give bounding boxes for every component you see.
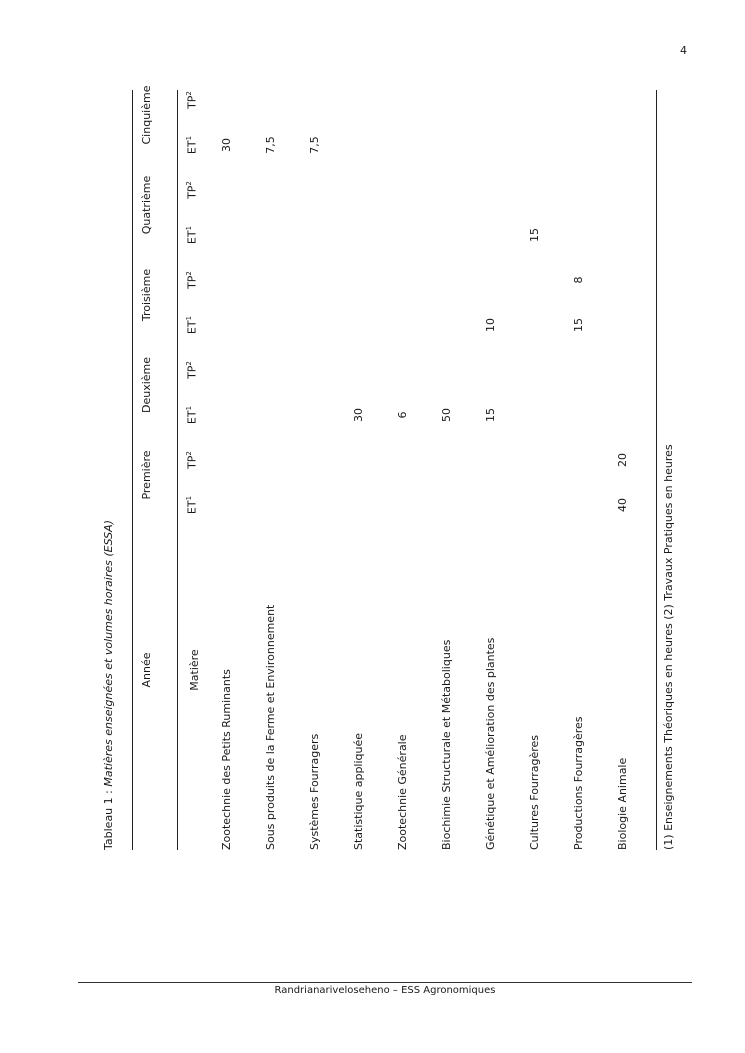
header-sub-et: $ET^1$ <box>185 225 199 245</box>
caption-prefix: Tableau 1 : <box>102 790 115 850</box>
header-year: Première <box>140 450 153 500</box>
table-caption <box>102 90 116 850</box>
header-matiere: Matière <box>188 649 201 691</box>
page-footer: Randrianariveloseheno – ESS Agronomiques <box>274 985 496 996</box>
header-sub-tp: $TP^2$ <box>185 181 199 199</box>
row-value: 50 <box>440 408 453 422</box>
header-sub-tp: $TP^2$ <box>185 451 199 469</box>
page-number: 4 <box>680 44 687 57</box>
row-value: 6 <box>396 411 409 419</box>
row-value: 10 <box>484 318 497 332</box>
row-value: 15 <box>484 408 497 422</box>
header-year: Deuxième <box>140 356 153 414</box>
header-sub-tp: $TP^2$ <box>185 271 199 289</box>
table-bottom-rule <box>656 90 657 850</box>
row-subject: Sous produits de la Ferme et Environnement <box>264 604 277 850</box>
footer-rule <box>78 982 692 983</box>
header-sub-et: $ET^1$ <box>185 135 199 155</box>
row-value: 20 <box>616 453 629 467</box>
header-year: Quatrième <box>140 175 153 235</box>
header-sub-tp: $TP^2$ <box>185 361 199 379</box>
header-annee: Année <box>140 652 153 688</box>
header-year: Cinquième <box>140 85 153 145</box>
row-subject: Cultures Fourragères <box>528 734 541 850</box>
row-subject: Zootechnie Générale <box>396 734 409 850</box>
row-value: 7,5 <box>308 136 321 154</box>
row-subject: Statistique appliquée <box>352 732 365 850</box>
header-sub-et: $ET^1$ <box>185 405 199 425</box>
row-value: 15 <box>572 318 585 332</box>
row-subject: Biologie Animale <box>616 757 629 850</box>
caption-text: Matières enseignées et volumes horaires (ESSA) <box>102 520 115 787</box>
row-subject: Zootechnie des Petits Ruminants <box>220 669 233 850</box>
header-sub-et: $ET^1$ <box>185 495 199 515</box>
header-sub-et: $ET^1$ <box>185 315 199 335</box>
row-value: 30 <box>352 408 365 422</box>
table-top-rule <box>132 90 133 850</box>
row-subject: Productions Fourragères <box>572 716 585 850</box>
row-subject: Systèmes Fourragers <box>308 733 321 850</box>
row-value: 7,5 <box>264 136 277 154</box>
rotated-table-block <box>102 85 675 850</box>
row-value: 40 <box>616 498 629 512</box>
header-sub-tp: $TP^2$ <box>185 91 199 109</box>
row-subject: Génétique et Amélioration des plantes <box>484 637 497 850</box>
row-subject: Biochimie Structurale et Métaboliques <box>440 639 453 850</box>
row-value: 8 <box>572 276 585 284</box>
row-value: 30 <box>220 138 233 152</box>
row-value: 15 <box>528 228 541 242</box>
table-header-rule <box>177 90 178 850</box>
table-footnote: (1) Enseignements Théoriques en heures (2) Travaux Pratiques en heures <box>662 444 675 850</box>
header-year: Troisième <box>140 268 153 322</box>
